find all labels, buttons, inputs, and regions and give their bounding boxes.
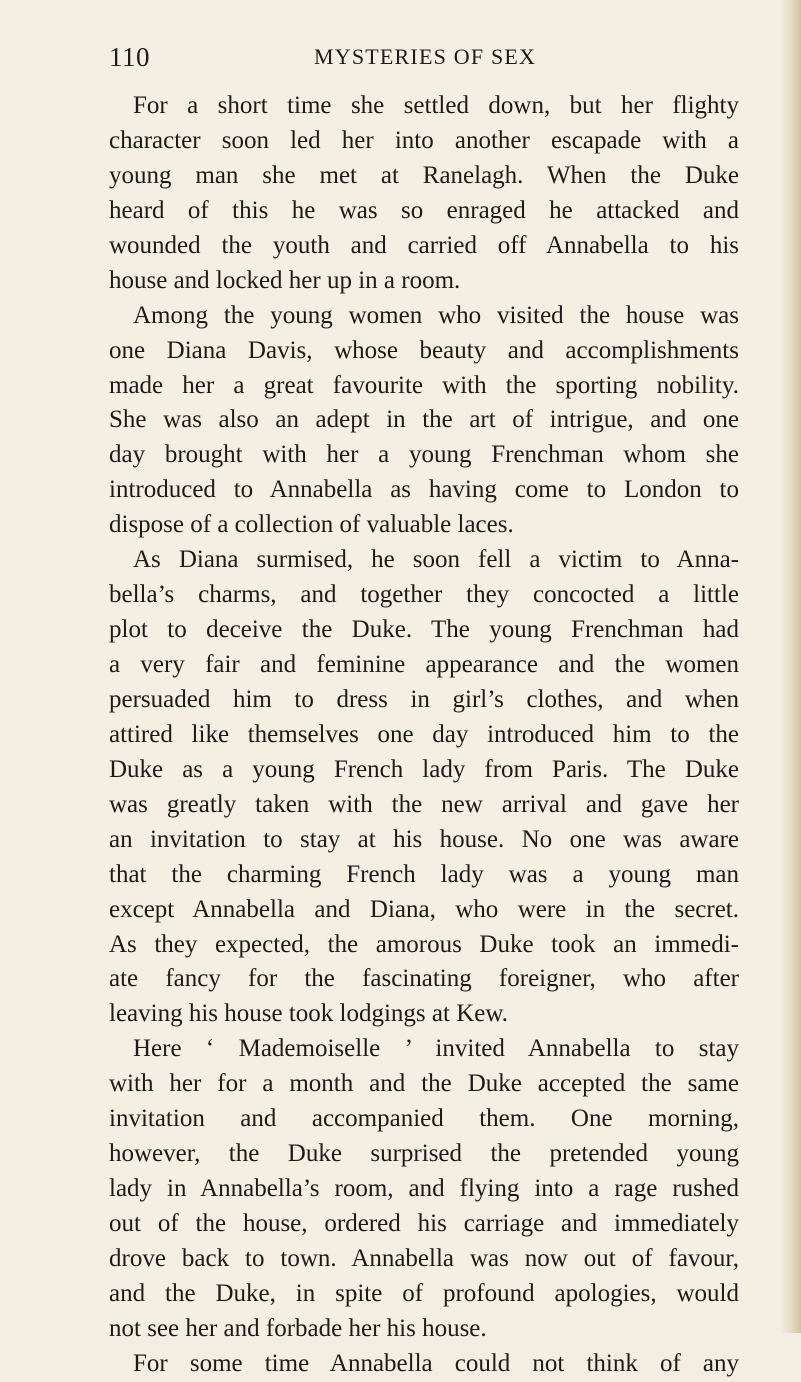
text-line: For some time Annabella could not think of any bbox=[133, 1349, 739, 1377]
text-line: lady in Annabella’s room, and flying into a rage rushed bbox=[109, 1175, 739, 1203]
text-line: bella’s charms, and together they concocted a little bbox=[109, 581, 739, 609]
running-title: MYSTERIES OF SEX bbox=[314, 44, 537, 69]
text-line: house and locked her up in a room. bbox=[109, 266, 461, 294]
text-line: heard of this he was so enraged he attacked and bbox=[109, 196, 739, 224]
text-line: For a short time she settled down, but her flighty bbox=[133, 92, 739, 119]
text-line: not see her and forbade her his house. bbox=[109, 1314, 487, 1342]
text-line: with her for a month and the Duke accepted the same bbox=[109, 1070, 739, 1098]
text-line: a very fair and feminine appearance and the women bbox=[109, 651, 739, 678]
text-line: however, the Duke surprised the pretended young bbox=[109, 1140, 739, 1168]
text-line: that the charming French lady was a young man bbox=[109, 860, 739, 888]
text-line: invitation and accompanied them. One morning, bbox=[109, 1105, 739, 1133]
page-edge-shadow bbox=[779, 0, 801, 1333]
text-line: an invitation to stay at his house. No one was aware bbox=[109, 825, 739, 853]
page-number: 110 bbox=[109, 42, 150, 72]
text-line: day brought with her a young Frenchman whom she bbox=[109, 441, 739, 469]
text-line: young man she met at Ranelagh. When the Duke bbox=[109, 161, 739, 189]
text-line: was greatly taken with the new arrival and gave her bbox=[109, 790, 739, 818]
text-line: As they expected, the amorous Duke took an immedi- bbox=[109, 930, 739, 958]
text-line: persuaded him to dress in girl’s clothes, and when bbox=[109, 685, 739, 713]
text-line: attired like themselves one day introduced him to the bbox=[109, 720, 739, 748]
text-line: out of the house, ordered his carriage and immediately bbox=[109, 1210, 739, 1237]
text-line: made her a great favourite with the sporting nobility. bbox=[109, 371, 739, 399]
text-line: one Diana Davis, whose beauty and accomplishments bbox=[109, 336, 739, 364]
body-text bbox=[109, 89, 739, 1382]
text-line: As Diana surmised, he soon fell a victim to Anna- bbox=[133, 546, 739, 574]
text-line: drove back to town. Annabella was now out of favour, bbox=[109, 1244, 739, 1272]
text-line: Among the young women who visited the house was bbox=[133, 301, 739, 329]
text-line: Duke as a young French lady from Paris. The Duke bbox=[109, 755, 739, 783]
text-line: character soon led her into another escapade with a bbox=[109, 126, 739, 154]
text-line: except Annabella and Diana, who were in the secret. bbox=[109, 895, 739, 923]
text-line: plot to deceive the Duke. The young Frenchman had bbox=[109, 616, 739, 644]
text-line: leaving his house took lodgings at Kew. bbox=[109, 1000, 509, 1028]
text-line: wounded the youth and carried off Annabella to his bbox=[109, 231, 739, 259]
text-line: She was also an adept in the art of intrigue, and one bbox=[109, 406, 739, 434]
text-line: ate fancy for the fascinating foreigner, who after bbox=[109, 965, 739, 993]
page-header bbox=[109, 42, 739, 82]
text-line: and the Duke, in spite of profound apologies, would bbox=[109, 1279, 739, 1307]
text-line: introduced to Annabella as having come to London to bbox=[109, 476, 739, 504]
text-line: dispose of a collection of valuable laces. bbox=[109, 511, 514, 539]
text-line: Here ‘ Mademoiselle ’ invited Annabella to stay bbox=[133, 1035, 739, 1063]
